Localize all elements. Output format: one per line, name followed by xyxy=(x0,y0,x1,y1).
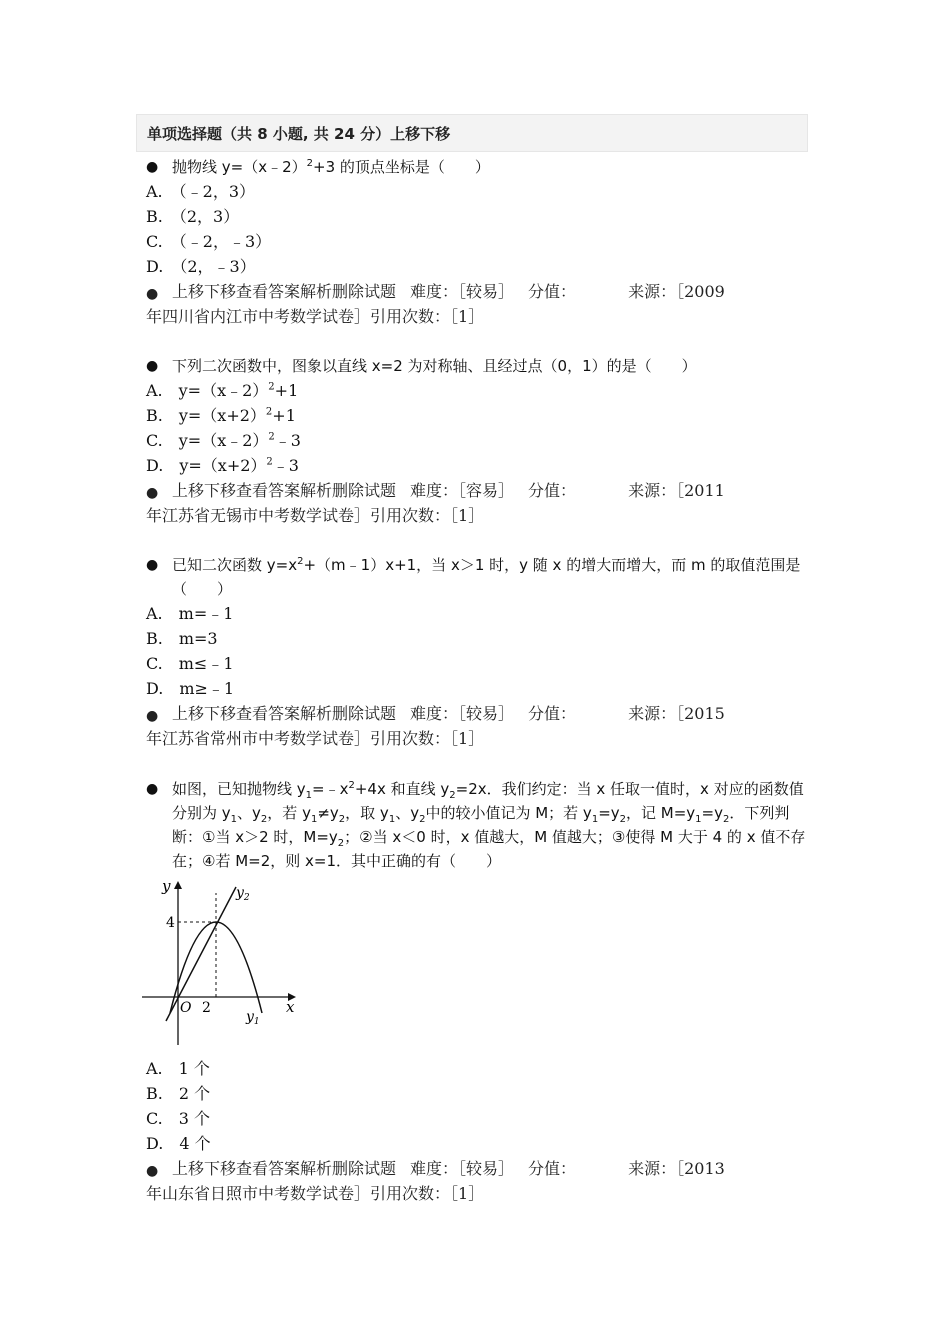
option-a[interactable]: A. y=（x﹣2）$^2$+1 xyxy=(146,381,299,400)
bullet-icon: ● xyxy=(146,708,159,724)
y-axis-arrow-icon xyxy=(174,881,182,889)
action-links[interactable]: 上移下移查看答案解析删除试题 xyxy=(172,481,397,500)
question-stem: ● 抛物线 y=（x﹣2）$^2$+3 的顶点坐标是（ ） xyxy=(146,155,811,179)
difficulty-value: ［较易］ xyxy=(458,1159,515,1178)
option-c[interactable]: C. y=（x﹣2）$^2$﹣3 xyxy=(146,431,301,450)
question-meta: ● 上移下移查看答案解析删除试题 难度：［容易］ 分值： 来源：［2011 年江苏省无锡市中考数学试卷］引用次数：［1］ xyxy=(146,481,725,525)
option-b[interactable]: B. $y=(x+2)^2+1$ xyxy=(146,406,296,425)
option-a[interactable]: A. 1 个 xyxy=(146,1059,210,1078)
question-1 xyxy=(146,155,811,329)
option-b[interactable]: B. 2 个 xyxy=(146,1084,211,1103)
question-stem: ● 下列二次函数中，图象以直线 x=2 为对称轴、且经过点（0，1）的是（ ） xyxy=(146,354,811,378)
question-2 xyxy=(146,354,811,528)
cites-value: ［1］ xyxy=(450,307,485,326)
parabola-figure xyxy=(140,879,310,1047)
action-links[interactable]: 上移下移查看答案解析删除试题 xyxy=(172,1159,397,1178)
bullet-icon: ● xyxy=(146,159,159,175)
bullet-icon: ● xyxy=(146,781,159,797)
origin-label: O xyxy=(180,1000,192,1016)
source-value: ［2009 xyxy=(676,282,725,301)
option-c[interactable]: C. m≤﹣1 xyxy=(146,654,234,673)
option-c[interactable]: C. 3 个 xyxy=(146,1109,211,1128)
option-d[interactable]: D. 4 个 xyxy=(146,1134,211,1153)
difficulty-value: ［较易］ xyxy=(458,704,515,723)
cites-value: ［1］ xyxy=(450,729,485,748)
option-d[interactable]: D. （2，﹣3） xyxy=(146,257,256,276)
difficulty-value: ［较易］ xyxy=(458,282,515,301)
cites-value: ［1］ xyxy=(450,506,485,525)
option-c[interactable]: C. （﹣2，﹣3） xyxy=(146,232,272,251)
bullet-icon: ● xyxy=(146,358,159,374)
question-stem: ● 已知二次函数 $y=x^2+(m﹣1)x+1$，当 x＞1 时，y 随 x 的增大而增大，而 m 的取值范围是（ ） xyxy=(146,553,811,601)
option-a[interactable]: A. （﹣2，3） xyxy=(146,182,256,201)
x-axis-label: x xyxy=(286,998,295,1016)
action-links[interactable]: 上移下移查看答案解析删除试题 xyxy=(172,282,397,301)
cites-value: ［1］ xyxy=(450,1184,485,1203)
bullet-icon: ● xyxy=(146,557,159,573)
source-value: ［2011 xyxy=(676,481,725,500)
line-y2 xyxy=(166,887,236,1021)
question-4 xyxy=(146,777,811,1206)
question-meta: ● 上移下移查看答案解析删除试题 难度：［较易］ 分值： 来源：［2013 年山东省日照市中考数学试卷］引用次数：［1］ xyxy=(146,1159,725,1203)
line-y2-label: $y_2$ xyxy=(236,885,250,903)
option-d[interactable]: D. m≥﹣1 xyxy=(146,679,235,698)
tick-x-2: 2 xyxy=(202,1000,211,1016)
question-3 xyxy=(146,553,811,751)
bullet-icon: ● xyxy=(146,1163,159,1179)
option-b[interactable]: B. （2，3） xyxy=(146,207,240,226)
action-links[interactable]: 上移下移查看答案解析删除试题 xyxy=(172,704,397,723)
question-meta: ● 上移下移查看答案解析删除试题 难度：［较易］ 分值： 来源：［2009 年四川省内江市中考数学试卷］引用次数：［1］ xyxy=(146,282,725,326)
source-value: ［2013 xyxy=(676,1159,725,1178)
option-a[interactable]: A. m=﹣1 xyxy=(146,604,234,623)
option-b[interactable]: B. m=3 xyxy=(146,629,218,648)
y-axis-label: y xyxy=(162,879,171,895)
bullet-icon: ● xyxy=(146,286,159,302)
section-header: 单项选择题（共 8 小题, 共 24 分）上移下移 xyxy=(136,114,808,152)
difficulty-value: ［容易］ xyxy=(458,481,515,500)
question-stem: ● 如图，已知抛物线 $y_1=﹣x^2+4x$ 和直线 $y_2=2x$．我们约定：当 x 任取一值时，x 对应的函数值分别为 $y_1$、$y_2$，若 $y_1\ne y_2$，取 $y_1$、$y_2$中的较小值记为 M；若 $y_1=y_2$，记 $M=y_1=y_2$．下列判断：①当 x＞2 时，$M=y_2$；②当 x＜0 时，x 值越大，M 值越大；③使得 M 大于 4 的 x 值不存在；④若 M=2，则 x=1．其中正确的有（ ） xyxy=(146,777,811,873)
source-value: ［2015 xyxy=(676,704,725,723)
bullet-icon: ● xyxy=(146,485,159,501)
option-d[interactable]: D. $y=(x+2)^2﹣3$ xyxy=(146,456,299,475)
curve-y1-label: $y_1$ xyxy=(246,1009,260,1027)
question-meta: ● 上移下移查看答案解析删除试题 难度：［较易］ 分值： 来源：［2015 年江苏省常州市中考数学试卷］引用次数：［1］ xyxy=(146,704,725,748)
tick-y-4: 4 xyxy=(166,915,175,931)
